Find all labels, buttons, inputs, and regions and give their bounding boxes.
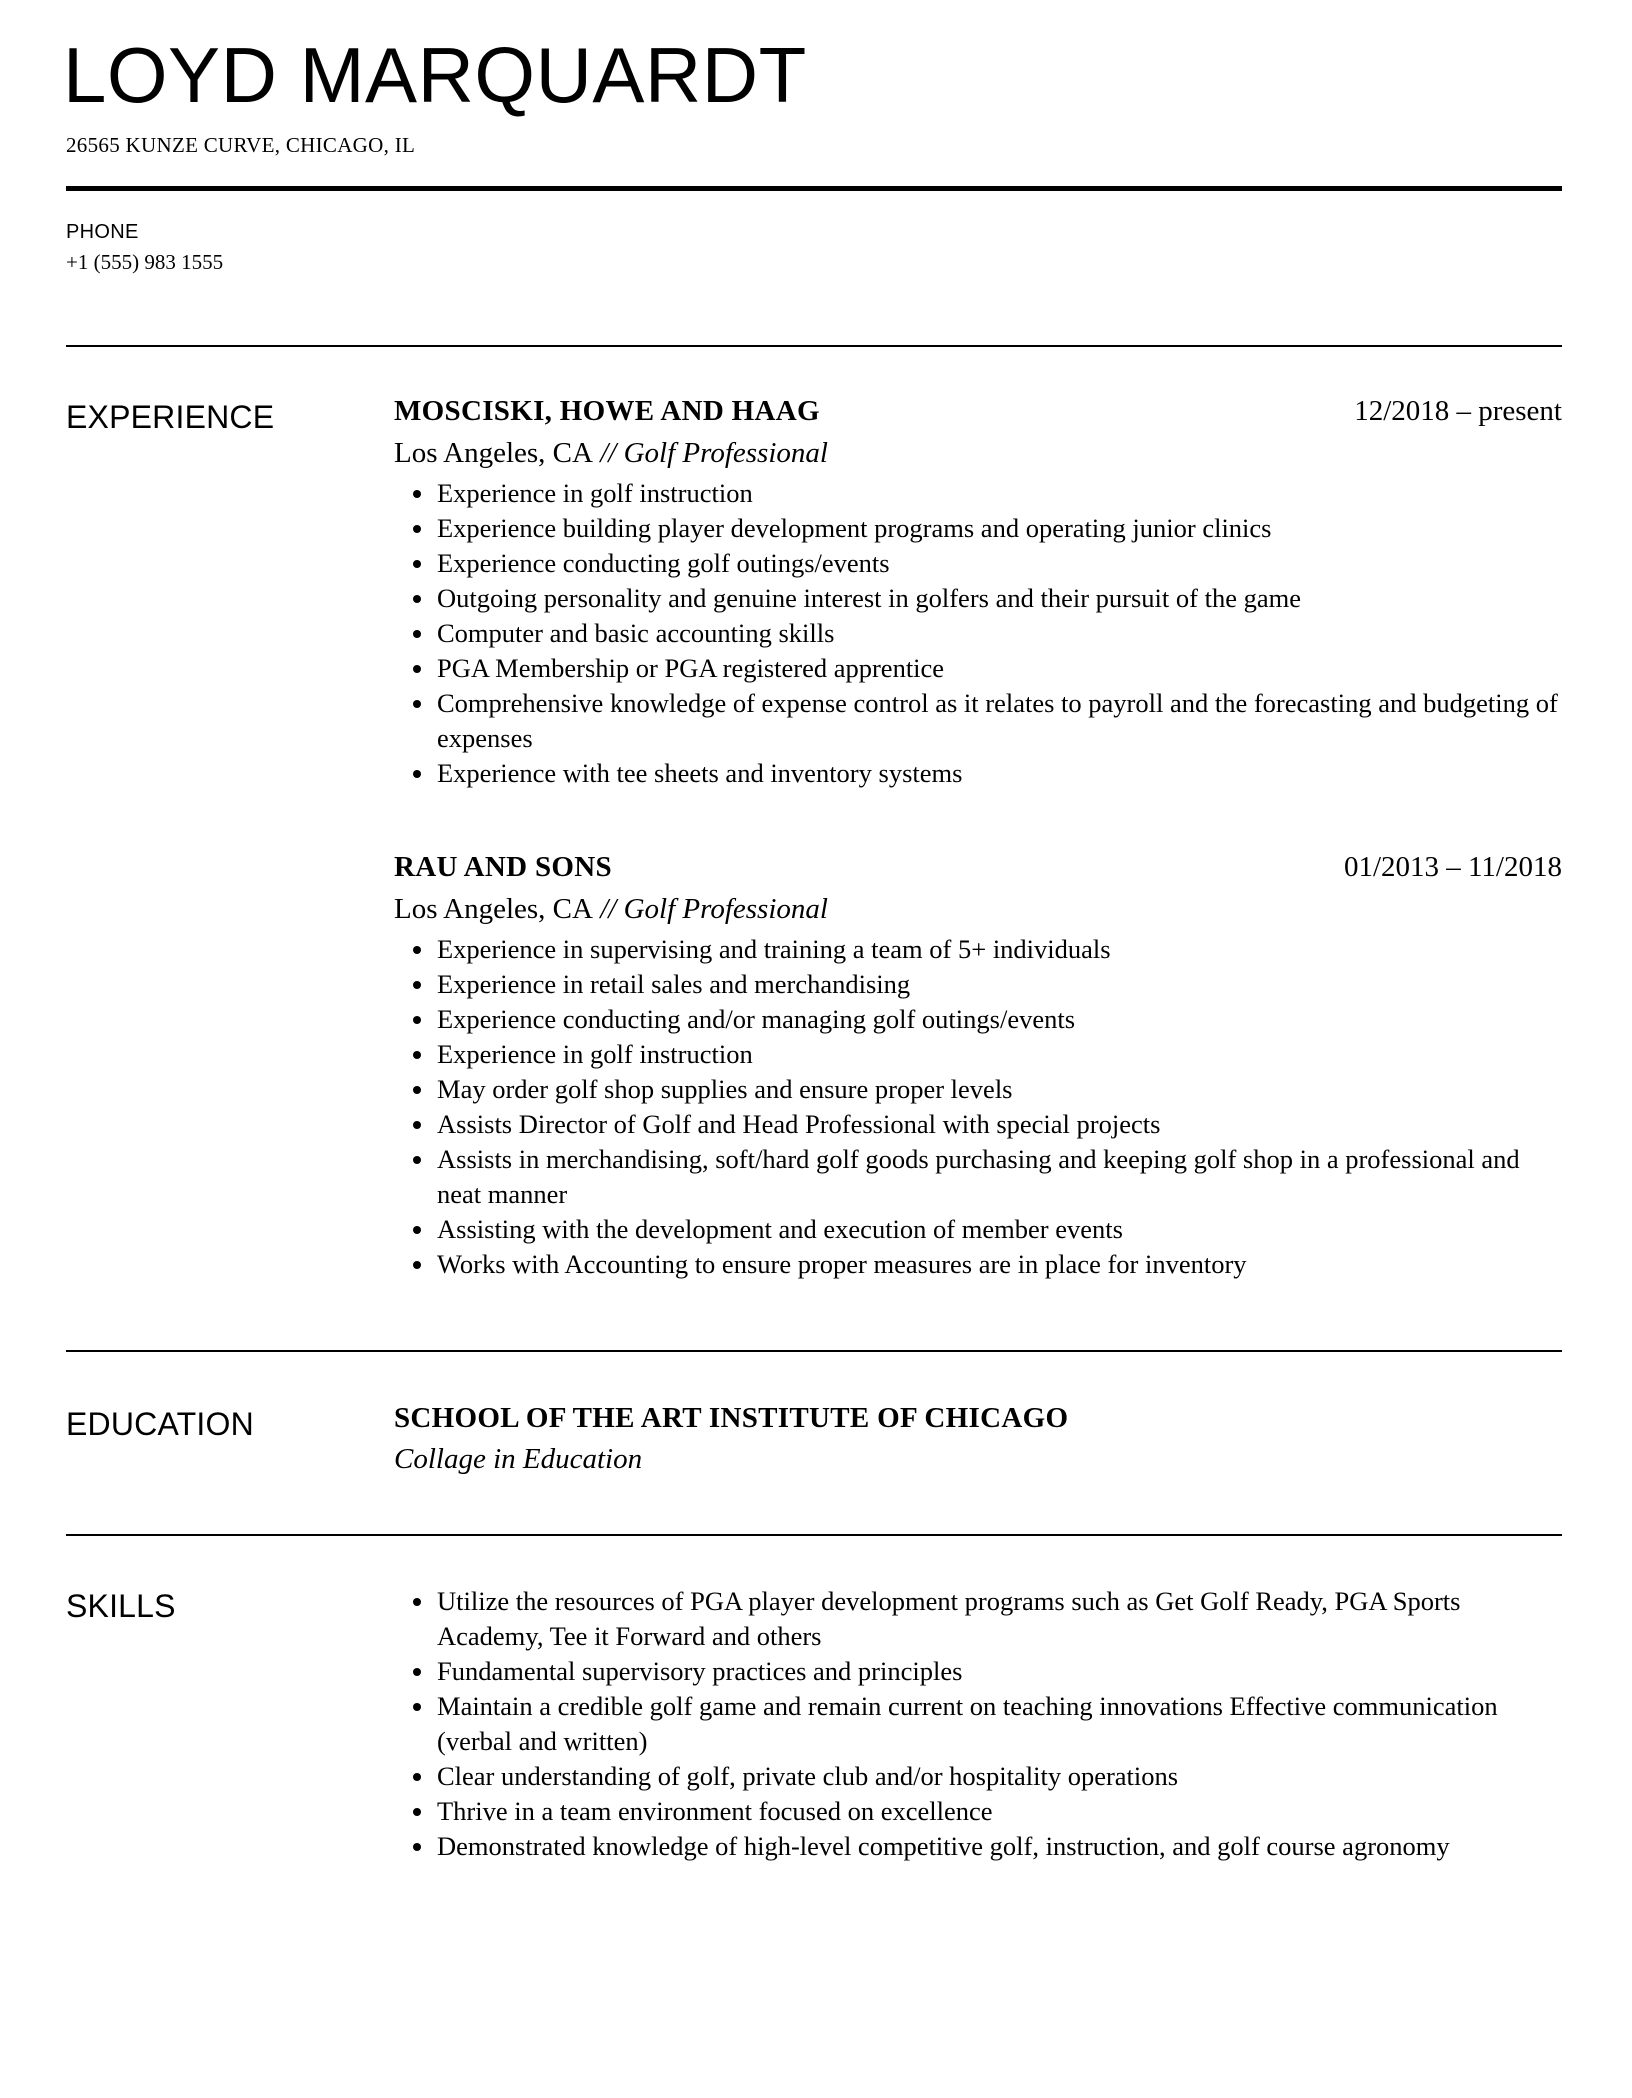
list-item: • Comprehensive knowledge of expense control as it relates to payroll and the forecasting and budgeting of expenses	[436, 686, 1562, 756]
list-item: • Thrive in a team environment focused on excellence	[436, 1794, 1562, 1829]
list-item: • Assisting with the development and execution of member events	[436, 1212, 1562, 1247]
job-dates: 01/2013 – 11/2018	[1343, 851, 1562, 883]
job-bullet-list	[394, 476, 1562, 791]
list-item: • Experience in supervising and training a team of 5+ individuals	[436, 932, 1562, 967]
list-item: • Demonstrated knowledge of high-level competitive golf, instruction, and golf course agronomy	[436, 1829, 1562, 1864]
school-name: SCHOOL OF THE ART INSTITUTE OF CHICAGO	[394, 1402, 1069, 1434]
list-item: • Assists Director of Golf and Head Professional with special projects	[436, 1107, 1562, 1142]
education-body	[394, 1402, 1562, 1476]
job-header	[394, 395, 1562, 428]
candidate-address: 26565 KUNZE CURVE, CHICAGO, IL	[66, 133, 416, 157]
list-item: • Fundamental supervisory practices and principles	[436, 1654, 1562, 1689]
job-header	[394, 851, 1562, 884]
experience-body	[394, 395, 1562, 1282]
education-divider	[66, 1534, 1562, 1536]
education-heading: EDUCATION	[66, 1406, 254, 1442]
job-separator: //	[592, 437, 624, 469]
list-item: • PGA Membership or PGA registered apprentice	[436, 651, 1562, 686]
employer-name: RAU AND SONS	[394, 851, 612, 883]
job-dates: 12/2018 – present	[1354, 395, 1562, 427]
job-subline	[394, 893, 1562, 926]
experience-heading: EXPERIENCE	[66, 399, 275, 435]
candidate-name: LOYD MARQUARDT	[63, 31, 807, 119]
skills-heading: SKILLS	[66, 1588, 176, 1624]
list-item: • Experience in retail sales and merchandising	[436, 967, 1562, 1002]
education-section	[66, 1402, 1562, 1476]
phone-label: PHONE	[66, 221, 139, 243]
experience-section	[66, 395, 1562, 1282]
list-item: • Maintain a credible golf game and remain current on teaching innovations Effective communication (verbal and written)	[436, 1689, 1562, 1759]
list-item: • Experience conducting golf outings/events	[436, 546, 1562, 581]
list-item: • Works with Accounting to ensure proper measures are in place for inventory	[436, 1247, 1562, 1282]
job-location: Los Angeles, CA	[394, 893, 593, 925]
job-entry	[394, 851, 1562, 1282]
list-item: • Clear understanding of golf, private club and/or hospitality operations	[436, 1759, 1562, 1794]
job-location: Los Angeles, CA	[394, 437, 593, 469]
list-item: • Outgoing personality and genuine interest in golfers and their pursuit of the game	[436, 581, 1562, 616]
header-divider	[66, 186, 1562, 191]
skills-body	[394, 1584, 1562, 1864]
list-item: • Experience in golf instruction	[436, 476, 1562, 511]
phone-value: +1 (555) 983 1555	[66, 250, 224, 274]
list-item: • Assists in merchandising, soft/hard golf goods purchasing and keeping golf shop in a professional and neat manner	[436, 1142, 1562, 1212]
list-item: • Experience building player development programs and operating junior clinics	[436, 511, 1562, 546]
job-bullet-list	[394, 932, 1562, 1282]
list-item: • Utilize the resources of PGA player development programs such as Get Golf Ready, PGA Sports Academy, Tee it Forward and others	[436, 1584, 1562, 1654]
contact-divider	[66, 345, 1562, 347]
job-role: Golf Professional	[623, 437, 828, 469]
list-item: • Experience conducting and/or managing golf outings/events	[436, 1002, 1562, 1037]
list-item: • Experience with tee sheets and inventory systems	[436, 756, 1562, 791]
job-separator: //	[592, 893, 624, 925]
list-item: • Experience in golf instruction	[436, 1037, 1562, 1072]
list-item: • Computer and basic accounting skills	[436, 616, 1562, 651]
skills-section	[66, 1584, 1562, 1864]
list-item: • May order golf shop supplies and ensure proper levels	[436, 1072, 1562, 1107]
job-entry	[394, 395, 1562, 791]
degree-name: Collage in Education	[394, 1443, 643, 1475]
job-role: Golf Professional	[623, 893, 828, 925]
job-subline	[394, 437, 1562, 470]
employer-name: MOSCISKI, HOWE AND HAAG	[394, 395, 820, 427]
resume-page	[63, 0, 1562, 1864]
skills-list	[394, 1584, 1562, 1864]
experience-divider	[66, 1350, 1562, 1352]
